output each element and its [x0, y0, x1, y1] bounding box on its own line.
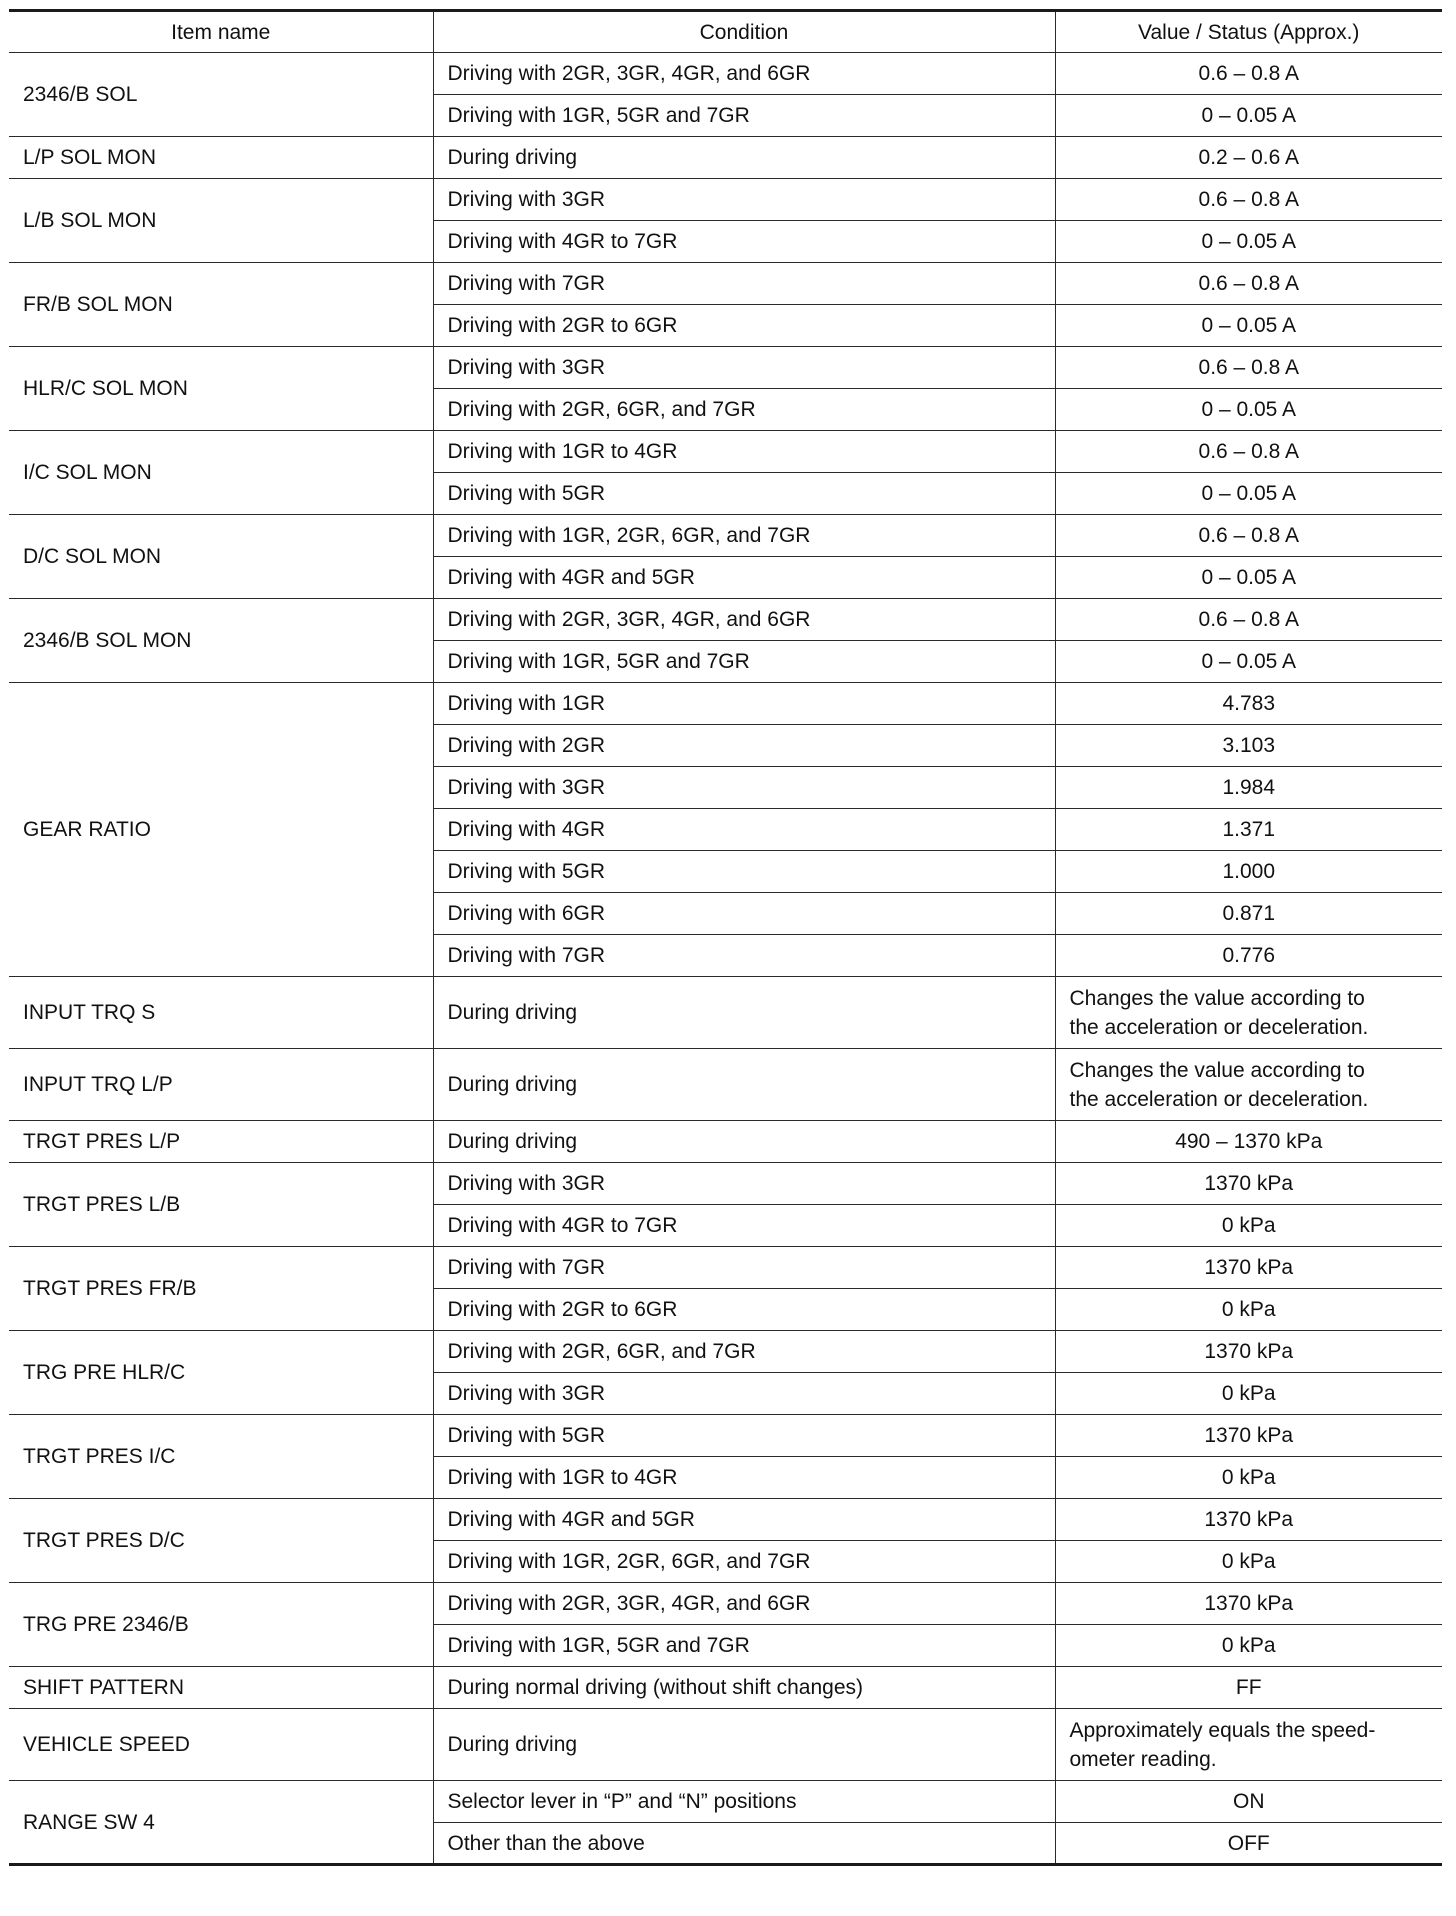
condition-cell: Driving with 3GR [433, 1163, 1055, 1205]
condition-cell: Driving with 1GR [433, 683, 1055, 725]
item-name-cell: TRGT PRES I/C [9, 1415, 433, 1499]
condition-cell: Driving with 1GR, 5GR and 7GR [433, 95, 1055, 137]
value-status-cell: 1.000 [1055, 851, 1442, 893]
value-status-cell: 1370 kPa [1055, 1583, 1442, 1625]
condition-cell: Driving with 5GR [433, 1415, 1055, 1457]
table-row [9, 599, 1442, 641]
value-status-cell [1055, 977, 1442, 1049]
condition-cell: Driving with 3GR [433, 1373, 1055, 1415]
value-status-cell: 490 – 1370 kPa [1055, 1121, 1442, 1163]
value-status-cell: 0 – 0.05 A [1055, 221, 1442, 263]
table-row [9, 1709, 1442, 1781]
table-row [9, 1247, 1442, 1289]
value-status-cell: 0.6 – 0.8 A [1055, 347, 1442, 389]
table-row [9, 1781, 1442, 1823]
value-status-cell: 0 kPa [1055, 1289, 1442, 1331]
condition-cell: Driving with 4GR and 5GR [433, 1499, 1055, 1541]
condition-cell: Driving with 1GR, 2GR, 6GR, and 7GR [433, 1541, 1055, 1583]
value-status-cell: OFF [1055, 1823, 1442, 1865]
value-status-cell: 0 – 0.05 A [1055, 389, 1442, 431]
value-status-cell: 0 kPa [1055, 1205, 1442, 1247]
item-name-cell: L/P SOL MON [9, 137, 433, 179]
item-name-cell: TRGT PRES L/P [9, 1121, 433, 1163]
condition-cell: Driving with 2GR, 3GR, 4GR, and 6GR [433, 53, 1055, 95]
item-name-cell: TRGT PRES L/B [9, 1163, 433, 1247]
value-status-cell: 0 – 0.05 A [1055, 473, 1442, 515]
table-row [9, 977, 1442, 1049]
value-status-cell: 0.6 – 0.8 A [1055, 263, 1442, 305]
value-status-line: Changes the value according to [1069, 986, 1365, 1010]
value-status-cell: 0.871 [1055, 893, 1442, 935]
condition-cell: During driving [433, 1049, 1055, 1121]
item-name-cell: 2346/B SOL [9, 53, 433, 137]
table-row [9, 431, 1442, 473]
condition-cell: Driving with 6GR [433, 893, 1055, 935]
table-row [9, 1331, 1442, 1373]
item-name-cell: VEHICLE SPEED [9, 1709, 433, 1781]
value-status-cell: 1.371 [1055, 809, 1442, 851]
condition-cell: Driving with 3GR [433, 179, 1055, 221]
item-name-cell: 2346/B SOL MON [9, 599, 433, 683]
value-status-cell: 0.776 [1055, 935, 1442, 977]
item-name-cell: TRGT PRES D/C [9, 1499, 433, 1583]
condition-cell: Other than the above [433, 1823, 1055, 1865]
value-status-cell: 1370 kPa [1055, 1499, 1442, 1541]
value-status-cell: 1.984 [1055, 767, 1442, 809]
condition-cell: Selector lever in “P” and “N” positions [433, 1781, 1055, 1823]
condition-cell: During driving [433, 977, 1055, 1049]
value-status-cell: 1370 kPa [1055, 1247, 1442, 1289]
table-body [9, 53, 1442, 1865]
condition-cell: During driving [433, 1121, 1055, 1163]
value-status-cell [1055, 1709, 1442, 1781]
condition-cell: Driving with 2GR, 3GR, 4GR, and 6GR [433, 599, 1055, 641]
item-name-cell: SHIFT PATTERN [9, 1667, 433, 1709]
table-row [9, 137, 1442, 179]
condition-cell: Driving with 4GR to 7GR [433, 1205, 1055, 1247]
value-status-cell: 0 – 0.05 A [1055, 305, 1442, 347]
value-status-line: the acceleration or deceleration. [1069, 1087, 1369, 1111]
condition-cell: During driving [433, 1709, 1055, 1781]
value-status-cell: 0 kPa [1055, 1457, 1442, 1499]
condition-cell: Driving with 2GR, 3GR, 4GR, and 6GR [433, 1583, 1055, 1625]
item-name-cell: INPUT TRQ S [9, 977, 433, 1049]
table-row [9, 263, 1442, 305]
condition-cell: Driving with 2GR to 6GR [433, 305, 1055, 347]
condition-cell: Driving with 4GR to 7GR [433, 221, 1055, 263]
value-status-line: Changes the value according to [1069, 1058, 1365, 1082]
value-status-line: ometer reading. [1069, 1747, 1217, 1771]
condition-cell: Driving with 1GR, 5GR and 7GR [433, 641, 1055, 683]
value-status-cell: 0.6 – 0.8 A [1055, 53, 1442, 95]
value-status-cell: 0 kPa [1055, 1541, 1442, 1583]
table-row [9, 1499, 1442, 1541]
value-status-cell: 0.6 – 0.8 A [1055, 431, 1442, 473]
item-name-cell: GEAR RATIO [9, 683, 433, 977]
item-name-cell: TRG PRE HLR/C [9, 1331, 433, 1415]
header-condition: Condition [433, 11, 1055, 53]
condition-cell: Driving with 1GR, 5GR and 7GR [433, 1625, 1055, 1667]
table-row [9, 683, 1442, 725]
value-status-line: the acceleration or deceleration. [1069, 1015, 1369, 1039]
condition-cell: Driving with 1GR to 4GR [433, 431, 1055, 473]
value-status-cell: 1370 kPa [1055, 1331, 1442, 1373]
value-status-cell: 0.6 – 0.8 A [1055, 599, 1442, 641]
value-status-cell [1055, 1049, 1442, 1121]
item-name-cell: D/C SOL MON [9, 515, 433, 599]
value-status-cell: 4.783 [1055, 683, 1442, 725]
value-status-cell: 1370 kPa [1055, 1163, 1442, 1205]
value-status-cell: 3.103 [1055, 725, 1442, 767]
table-row [9, 1583, 1442, 1625]
condition-cell: Driving with 2GR [433, 725, 1055, 767]
table-row [9, 515, 1442, 557]
condition-cell: Driving with 4GR [433, 809, 1055, 851]
table-row [9, 1163, 1442, 1205]
value-status-line: Approximately equals the speed- [1069, 1718, 1376, 1742]
data-monitor-table [9, 9, 1442, 1866]
value-status-cell: FF [1055, 1667, 1442, 1709]
condition-cell: Driving with 3GR [433, 347, 1055, 389]
table-row [9, 1049, 1442, 1121]
condition-cell: Driving with 2GR, 6GR, and 7GR [433, 389, 1055, 431]
value-status-cell: 0.2 – 0.6 A [1055, 137, 1442, 179]
value-status-cell: 1370 kPa [1055, 1415, 1442, 1457]
value-status-cell: 0 kPa [1055, 1625, 1442, 1667]
condition-cell: During normal driving (without shift changes) [433, 1667, 1055, 1709]
condition-cell: Driving with 1GR to 4GR [433, 1457, 1055, 1499]
item-name-cell: HLR/C SOL MON [9, 347, 433, 431]
item-name-cell: I/C SOL MON [9, 431, 433, 515]
condition-cell: Driving with 2GR, 6GR, and 7GR [433, 1331, 1055, 1373]
value-status-cell: 0 – 0.05 A [1055, 557, 1442, 599]
table-row [9, 1415, 1442, 1457]
value-status-cell: 0 – 0.05 A [1055, 641, 1442, 683]
spec-table-page [9, 9, 1442, 1866]
condition-cell: Driving with 7GR [433, 935, 1055, 977]
item-name-cell: L/B SOL MON [9, 179, 433, 263]
condition-cell: Driving with 5GR [433, 473, 1055, 515]
item-name-cell: TRGT PRES FR/B [9, 1247, 433, 1331]
header-item-name: Item name [9, 11, 433, 53]
value-status-cell: ON [1055, 1781, 1442, 1823]
condition-cell: Driving with 7GR [433, 1247, 1055, 1289]
header-value-status: Value / Status (Approx.) [1055, 11, 1442, 53]
condition-cell: Driving with 4GR and 5GR [433, 557, 1055, 599]
condition-cell: Driving with 1GR, 2GR, 6GR, and 7GR [433, 515, 1055, 557]
value-status-cell: 0 – 0.05 A [1055, 95, 1442, 137]
table-row [9, 1121, 1442, 1163]
condition-cell: Driving with 3GR [433, 767, 1055, 809]
item-name-cell: FR/B SOL MON [9, 263, 433, 347]
table-row [9, 53, 1442, 95]
value-status-cell: 0 kPa [1055, 1373, 1442, 1415]
table-row [9, 1667, 1442, 1709]
condition-cell: Driving with 5GR [433, 851, 1055, 893]
value-status-cell: 0.6 – 0.8 A [1055, 179, 1442, 221]
condition-cell: Driving with 7GR [433, 263, 1055, 305]
condition-cell: Driving with 2GR to 6GR [433, 1289, 1055, 1331]
item-name-cell: TRG PRE 2346/B [9, 1583, 433, 1667]
item-name-cell: INPUT TRQ L/P [9, 1049, 433, 1121]
condition-cell: During driving [433, 137, 1055, 179]
table-row [9, 179, 1442, 221]
table-row [9, 347, 1442, 389]
header-row [9, 11, 1442, 53]
item-name-cell: RANGE SW 4 [9, 1781, 433, 1865]
value-status-cell: 0.6 – 0.8 A [1055, 515, 1442, 557]
